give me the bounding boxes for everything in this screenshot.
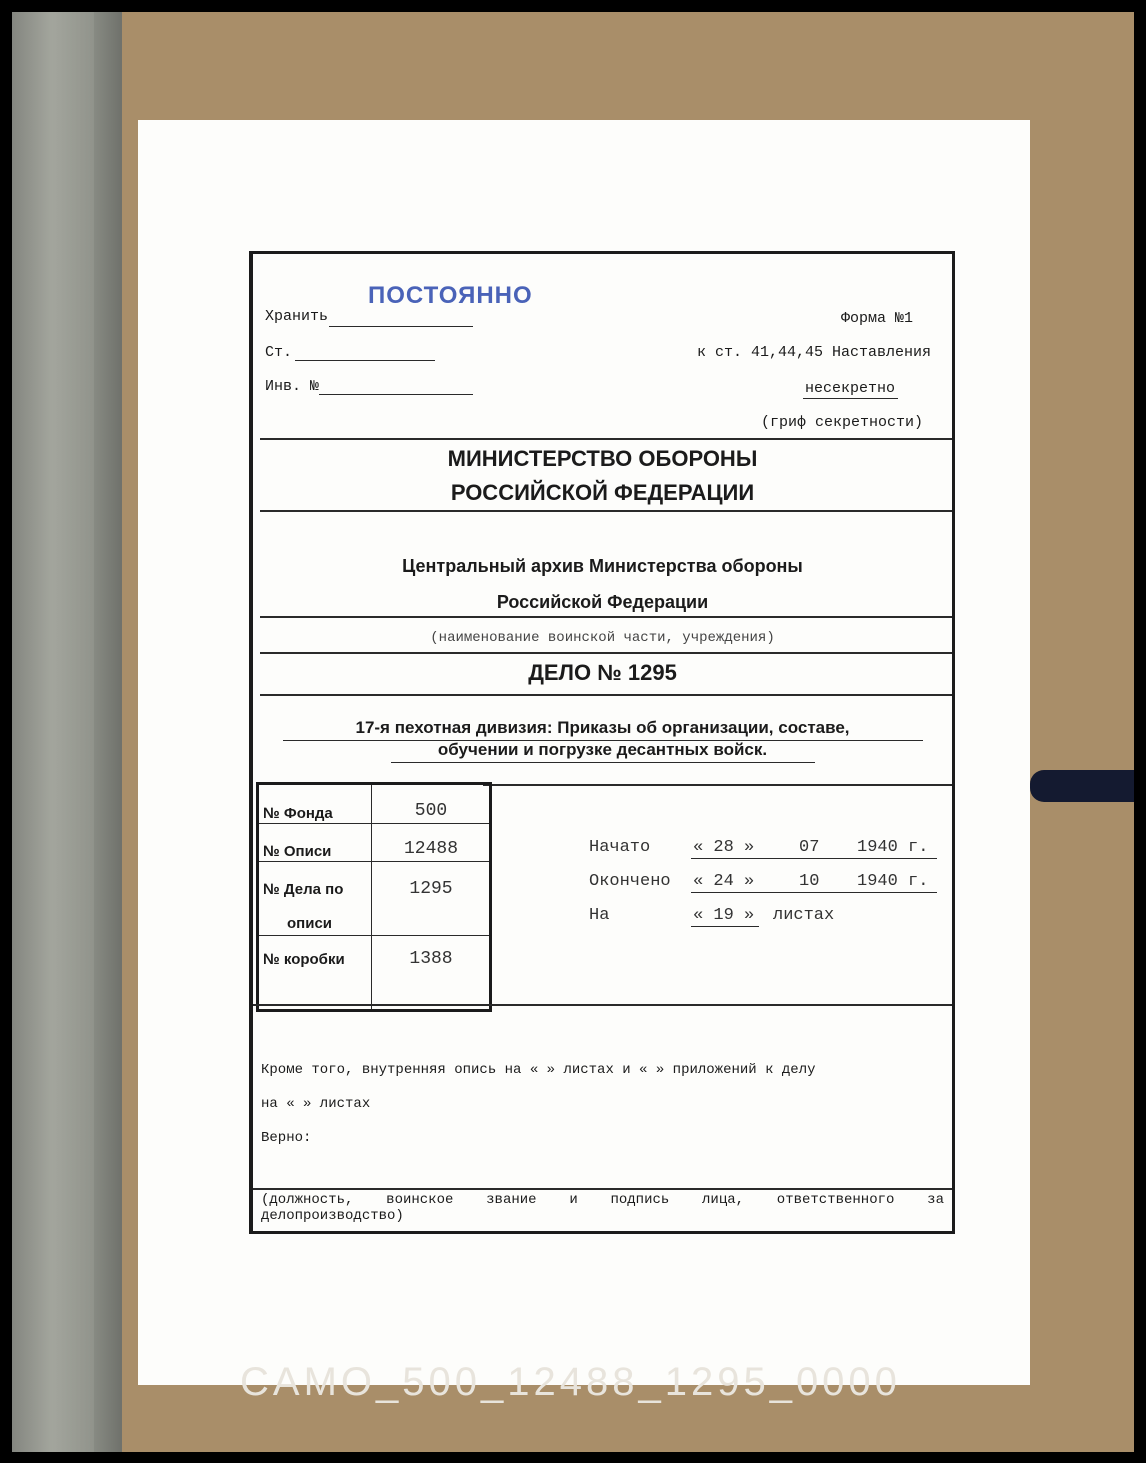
opis-value: 12488 <box>403 839 458 859</box>
delo-value: 1295 <box>409 879 453 899</box>
divider-line <box>253 1004 952 1006</box>
archive-caption: (наименование воинской части, учреждения) <box>430 630 775 646</box>
st-label: Ст. <box>265 344 293 361</box>
divider-line <box>483 784 952 786</box>
started-underline <box>691 858 937 859</box>
case-title-line1: 17-я пехотная дивизия: Приказы об организации, составе, <box>355 718 850 737</box>
keep-underline <box>329 326 473 327</box>
signature-caption-word: воинское <box>386 1192 454 1208</box>
additional-inventory-line: Кроме того, внутренняя опись на « » листах и « » приложений к делу <box>261 1062 816 1078</box>
signature-caption <box>261 1192 944 1208</box>
case-number-heading <box>253 660 952 686</box>
box-label: № коробки <box>263 951 345 968</box>
delo-label-line2: описи <box>287 915 333 932</box>
ended-year: 1940 г. <box>857 872 929 891</box>
box-value: 1388 <box>409 949 453 969</box>
ministry-line2: РОССИЙСКОЙ ФЕДЕРАЦИИ <box>450 480 755 505</box>
sheets-label: листах <box>773 906 835 925</box>
case-label: ДЕЛО № <box>528 660 622 685</box>
case-title-line2: обучении и погрузке десантных войск. <box>437 740 768 759</box>
sheets-count: « 19 » <box>693 906 755 925</box>
fond-label: № Фонда <box>263 805 333 822</box>
signature-caption-word: за <box>927 1192 944 1208</box>
case-number: 1295 <box>627 660 677 685</box>
form-number: Форма №1 <box>841 310 914 327</box>
ended-underline <box>691 892 937 893</box>
case-cover-form <box>249 251 955 1234</box>
verified-label: Верно: <box>261 1130 312 1146</box>
additional-sheets-line: на « » листах <box>261 1096 371 1112</box>
started-month: 07 <box>799 838 820 857</box>
table-column-divider <box>371 785 372 1009</box>
table-row-divider <box>259 935 489 936</box>
on-label: На <box>589 906 610 925</box>
watermark: CAMO_500_12488_1295_0000 <box>240 1360 901 1404</box>
storage-stamp: ПОСТОЯННО <box>368 282 533 309</box>
articles-reference: к ст. 41,44,45 Наставления <box>697 344 932 361</box>
started-day: « 28 » <box>693 838 755 857</box>
folder-tie <box>1030 770 1134 802</box>
archive-line2: Российской Федерации <box>496 592 709 612</box>
inv-underline <box>319 394 473 395</box>
divider-line <box>260 438 952 440</box>
table-row-divider <box>259 861 489 862</box>
started-label: Начато <box>589 838 651 857</box>
inv-label: Инв. № <box>265 378 320 395</box>
delo-label: № Дела по <box>263 881 344 898</box>
registry-table <box>256 782 492 1012</box>
folder-spine-strip <box>12 12 94 1452</box>
signature-caption-word: звание <box>486 1192 537 1208</box>
divider-line <box>260 616 952 618</box>
title-underline <box>391 762 815 763</box>
secrecy-underline <box>803 398 898 399</box>
ended-month: 10 <box>799 872 820 891</box>
sheets-underline <box>691 926 759 927</box>
divider-line <box>260 652 952 654</box>
signature-caption-word: лица, <box>702 1192 745 1208</box>
table-row-divider <box>259 823 489 824</box>
ministry-line1: МИНИСТЕРСТВО ОБОРОНЫ <box>447 446 758 471</box>
secrecy-level: несекретно <box>805 380 896 397</box>
st-underline <box>295 360 435 361</box>
divider-line <box>260 510 952 512</box>
signature-caption-word: ответственного <box>776 1192 895 1208</box>
divider-line <box>260 694 952 696</box>
ended-label: Окончено <box>589 872 671 891</box>
keep-label: Хранить <box>265 308 329 325</box>
secrecy-caption: (гриф секретности) <box>761 414 924 431</box>
signature-caption-word: и <box>569 1192 578 1208</box>
opis-label: № Описи <box>263 843 332 860</box>
signature-caption-word: подпись <box>610 1192 670 1208</box>
signature-caption-line2: делопроизводство) <box>261 1208 404 1224</box>
fond-value: 500 <box>414 801 448 821</box>
signature-caption-word: (должность, <box>261 1192 354 1208</box>
started-year: 1940 г. <box>857 838 929 857</box>
divider-line <box>253 1188 952 1190</box>
ended-day: « 24 » <box>693 872 755 891</box>
archive-line1: Центральный архив Министерства обороны <box>402 556 803 576</box>
